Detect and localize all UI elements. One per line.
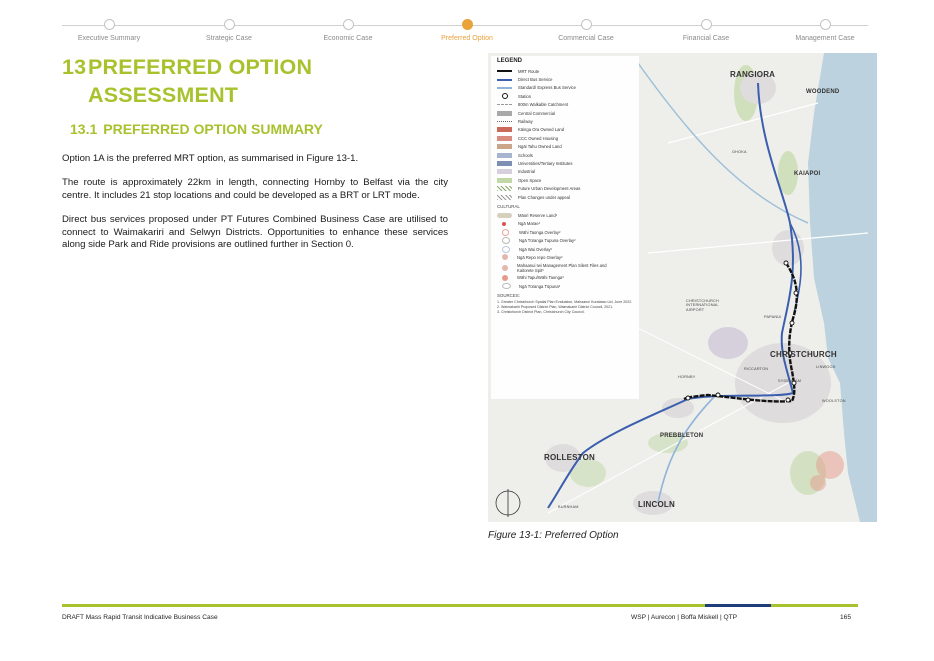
- place-label: CHRISTCHURCH: [770, 350, 837, 359]
- place-label: HORNBY: [678, 375, 696, 379]
- section-heading: [62, 53, 392, 109]
- legend-source: 3. Christchurch District Plan, Christchurch City Council.: [497, 310, 585, 315]
- legend-label: Ngā Repo repo Overlay²: [517, 254, 563, 260]
- legend-item: [491, 211, 639, 219]
- section-title-line1: PREFERRED OPTION: [88, 55, 313, 79]
- legend-label: Wāhi Taonga Overlay²: [519, 229, 561, 235]
- legend-item: [491, 101, 639, 109]
- legend-label: Railway: [518, 119, 533, 125]
- legend-item: [491, 228, 639, 236]
- legend-item: [491, 282, 639, 290]
- legend-label: Industrial: [518, 169, 535, 175]
- legend-item: [491, 84, 639, 92]
- step-dot-icon: [104, 19, 115, 30]
- ngai-tahu-swatch-icon: [497, 144, 512, 149]
- legend-label: Universities/Tertiary Institutes: [518, 160, 573, 166]
- legend-label: Station: [518, 93, 532, 99]
- legend-item: [491, 236, 639, 244]
- legend-label: CCC Owned Housing: [518, 135, 559, 141]
- marae-icon: [502, 222, 506, 226]
- railway-swatch-icon: [497, 121, 512, 122]
- figure-caption: Figure 13-1: Preferred Option: [488, 530, 619, 541]
- legend-item: [491, 245, 639, 253]
- wahi-taonga-icon: [502, 229, 509, 236]
- tracker-step-strategic-case[interactable]: [174, 19, 284, 42]
- step-dot-icon: [701, 19, 712, 30]
- step-dot-active-icon: [462, 19, 473, 30]
- turanga-tupuna-icon: [502, 237, 510, 244]
- step-dot-icon: [581, 19, 592, 30]
- legend-title: LEGEND: [497, 58, 523, 64]
- legend-item: [491, 253, 639, 261]
- place-label: RICCARTON: [744, 367, 769, 371]
- tracker-step-commercial-case[interactable]: [531, 19, 641, 42]
- legend-item: [491, 184, 639, 192]
- place-label: LINCOLN: [638, 500, 675, 509]
- legend-item: [491, 176, 639, 184]
- legend-cultural-title: CULTURAL: [497, 204, 520, 210]
- place-label: PREBBLETON: [660, 433, 704, 439]
- legend-item: [491, 159, 639, 167]
- open-space-swatch-icon: [497, 178, 512, 183]
- step-label: Preferred Option: [441, 35, 493, 42]
- place-label: KAIAPOI: [794, 171, 821, 177]
- legend-label: Future Urban Development Areas: [518, 186, 581, 192]
- step-dot-icon: [343, 19, 354, 30]
- legend-label: Direct Bus Service: [518, 77, 553, 83]
- legend-label: Standard/ Express Bus Service: [518, 85, 576, 91]
- step-label: Economic Case: [323, 35, 373, 42]
- legend-item: [491, 67, 639, 75]
- subsection-title: PREFERRED OPTION SUMMARY: [103, 121, 323, 137]
- ccc-housing-swatch-icon: [497, 136, 512, 141]
- place-label: WOODEND: [806, 89, 840, 95]
- paragraph: The route is approximately 22km in length, connecting Hornby to Belfast via the city centre. It includes 21 stop locations and could be developed as a BRT or LRT mode.: [62, 177, 448, 201]
- legend-label: MRT Route: [518, 68, 540, 74]
- kainga-ora-swatch-icon: [497, 127, 512, 132]
- legend-label: Ngāi Tahu Owned Land: [518, 144, 562, 150]
- tracker-step-economic-case[interactable]: [293, 19, 403, 42]
- commercial-swatch-icon: [497, 111, 512, 116]
- legend-label: Ngā Tūranga Tūpuna³: [519, 283, 561, 289]
- paragraph: Option 1A is the preferred MRT option, as summarised in Figure 13-1.: [62, 153, 359, 164]
- legend-label: Kāinga Ora Owned Land: [518, 127, 565, 133]
- page-number: 165: [840, 614, 852, 621]
- legend-label: Ngā Tūranga Tupuna Overlay²: [519, 238, 576, 244]
- body-text: [62, 153, 448, 263]
- legend-label: Plan Changes under appeal: [518, 194, 570, 200]
- standard-bus-swatch-icon: [497, 87, 512, 89]
- schools-swatch-icon: [497, 153, 512, 158]
- turanga-tupuna-cultural-icon: [502, 283, 511, 289]
- footer-rule: [62, 604, 858, 607]
- legend-label: Mahaanui Iwi Management Plan Silent Files and Kaitorete Spit³: [517, 262, 607, 273]
- direct-bus-swatch-icon: [497, 79, 512, 81]
- paragraph: Direct bus services proposed under PT Futures Combined Business Case are utilised to connect to Waimakariri and Selwyn Districts. Opportunities to enhance these services along side Park and Ride provisions are outlined further in Section 0.: [62, 214, 448, 251]
- place-label: RANGIORA: [730, 70, 776, 79]
- place-label: BURNHAM: [558, 505, 579, 509]
- universities-swatch-icon: [497, 161, 512, 166]
- step-label: Commercial Case: [558, 35, 614, 42]
- step-label: Financial Case: [682, 35, 730, 42]
- legend-item: [491, 220, 639, 228]
- legend-item: [491, 262, 639, 274]
- legend-item: [491, 75, 639, 83]
- nga-wai-icon: [502, 246, 510, 253]
- legend-label: Open Space: [518, 177, 542, 183]
- legend-source: 2. Waimakariri Proposed District Plan, Waimakariri District Council, 2021.: [497, 305, 614, 310]
- legend-source: 1. Greater Christchurch Spatial Plan Evaluation, Mahaanui Kurataiao Ltd, June 2022.: [497, 300, 633, 305]
- legend-item: [491, 151, 639, 159]
- legend-item: [491, 274, 639, 282]
- wahi-tapu-icon: [502, 275, 508, 281]
- subsection-number: 13.1: [70, 121, 98, 137]
- tracker-step-preferred-option[interactable]: [412, 19, 522, 42]
- place-label: ROLLESTON: [544, 453, 595, 462]
- catchment-swatch-icon: [497, 104, 512, 105]
- legend-item: [491, 168, 639, 176]
- place-label: SYDENHAM: [778, 379, 802, 383]
- legend-item: [491, 109, 639, 117]
- footer-authors: WSP | Aurecon | Boffa Miskell | QTP: [631, 614, 738, 621]
- place-label: LINWOOD: [816, 365, 836, 369]
- place-label: CHRISTCHURCH INTERNATIONAL AIRPORT: [686, 299, 719, 312]
- mrt-route-swatch-icon: [497, 70, 512, 72]
- legend-item: [491, 193, 639, 201]
- legend-item: [491, 92, 639, 100]
- step-dot-icon: [820, 19, 831, 30]
- legend-sources-title: SOURCES:: [497, 293, 520, 299]
- place-label: WOOLSTON: [822, 399, 846, 403]
- section-number: 13: [62, 55, 87, 79]
- section-title-line2: ASSESSMENT: [88, 83, 239, 107]
- future-urban-swatch-icon: [497, 186, 512, 191]
- step-label: Executive Summary: [77, 35, 141, 42]
- preferred-option-map: [488, 53, 877, 522]
- industrial-swatch-icon: [497, 169, 512, 174]
- footer-accent: [705, 604, 771, 607]
- legend-label: Central Commercial: [518, 110, 555, 116]
- legend-label: 800m Walkable Catchment: [518, 102, 569, 108]
- plan-changes-swatch-icon: [497, 195, 512, 200]
- maori-reserve-swatch-icon: [497, 213, 512, 218]
- legend-label: Ngā Wai Overlay²: [519, 246, 552, 252]
- footer-document-title: DRAFT Mass Rapid Transit Indicative Business Case: [62, 614, 218, 621]
- map-legend: [491, 56, 639, 399]
- legend-item: [491, 117, 639, 125]
- station-icon: [502, 93, 508, 99]
- legend-label: Wāhi Tapu/Wāhi Taonga³: [517, 275, 564, 281]
- tracker-step-financial-case[interactable]: [651, 19, 761, 42]
- legend-item: [491, 143, 639, 151]
- place-label: OHOKA: [732, 150, 747, 154]
- step-dot-icon: [224, 19, 235, 30]
- legend-item: [491, 126, 639, 134]
- place-label: PAPANUI: [764, 315, 782, 319]
- repo-repo-icon: [502, 254, 508, 260]
- step-label: Strategic Case: [206, 35, 252, 42]
- legend-label: Māori Reserve Land¹: [518, 212, 558, 218]
- legend-item: [491, 134, 639, 142]
- legend-label: Schools: [518, 152, 533, 158]
- step-label: Management Case: [795, 35, 855, 42]
- progress-tracker: [62, 0, 868, 48]
- legend-label: Ngā Marae¹: [518, 221, 541, 227]
- silent-files-icon: [502, 265, 508, 271]
- tracker-step-executive-summary[interactable]: [54, 19, 164, 42]
- tracker-step-management-case[interactable]: [770, 19, 880, 42]
- subsection-heading: [70, 121, 323, 137]
